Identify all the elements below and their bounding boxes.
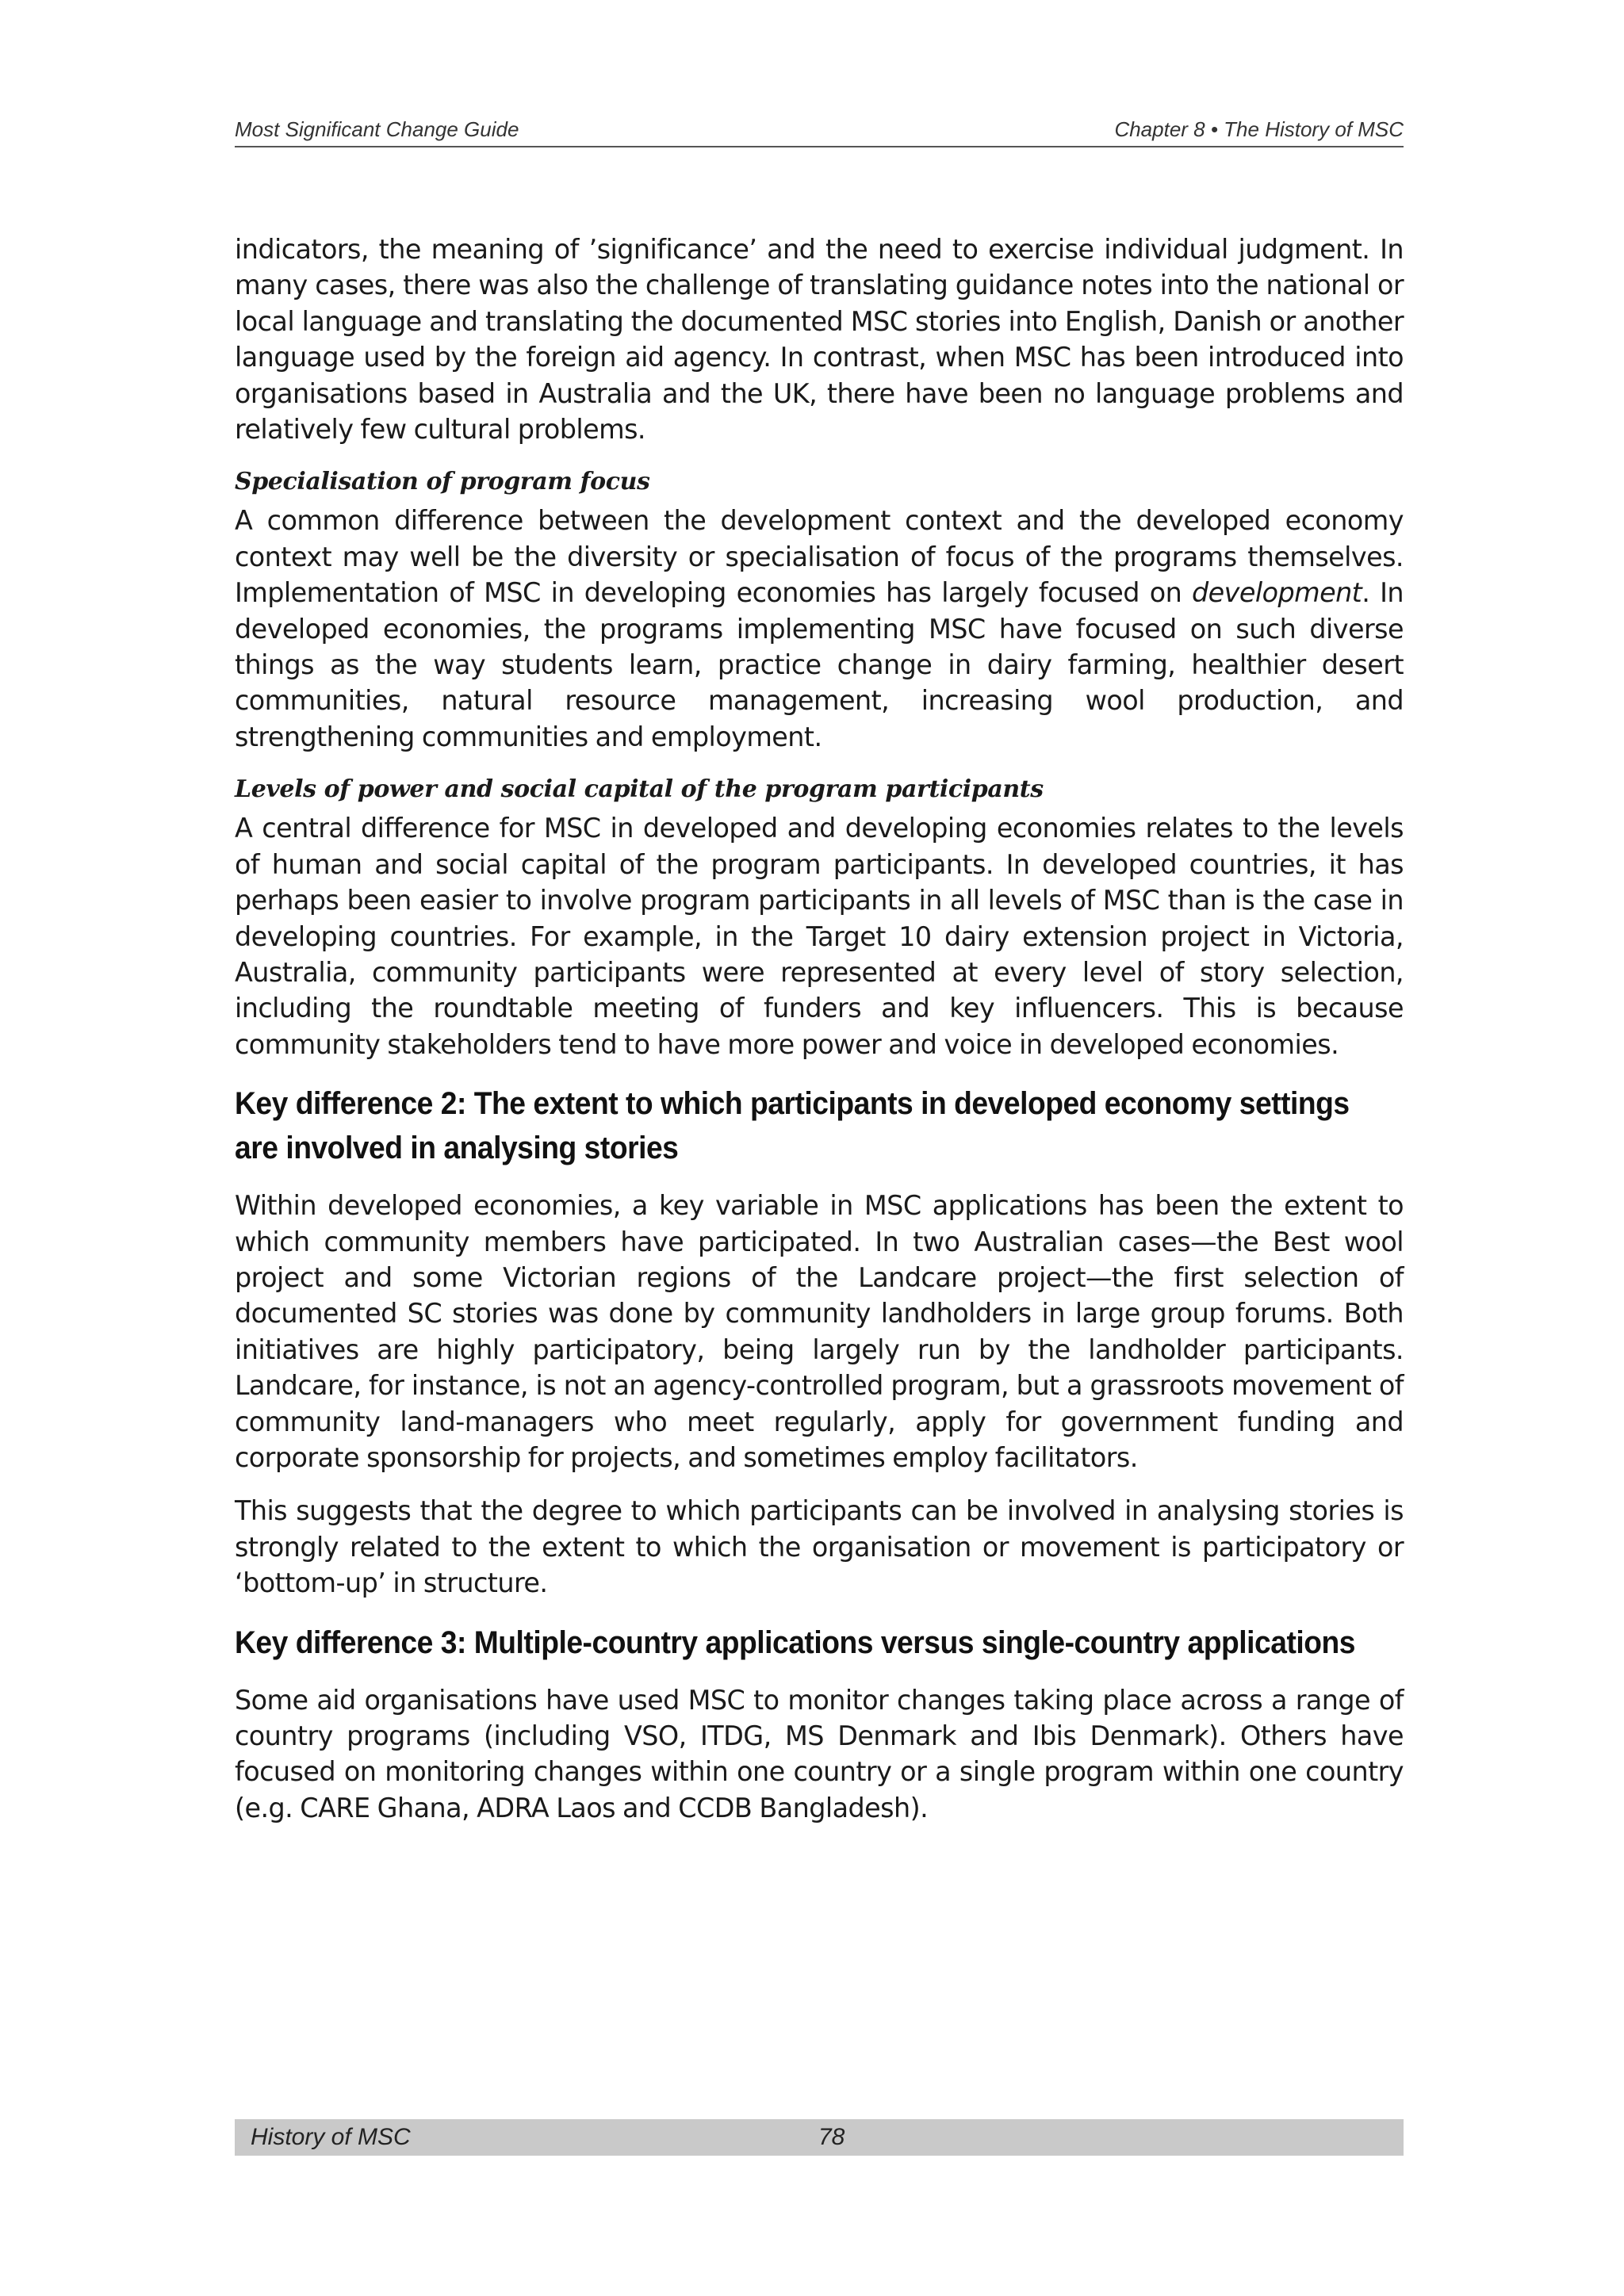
emphasis-development: development <box>1192 577 1362 609</box>
paragraph-degree-participation: This suggests that the degree to which participants can be involved in analysing stories is strongly related to the extent to which the organisation or movement is participatory or ‘bottom-up’ in structure. <box>235 1495 1404 1599</box>
header-guide-title: Most Significant Change Guide <box>235 117 519 141</box>
heading-key-difference-3: Key difference 3: Multiple-country applications versus single-country applications <box>235 1624 1355 1660</box>
paragraph-specialisation-text-1: A common difference between the development context and the developed economy context may well be the diversity or specialisation of focus of the programs themselves. Implementation of MSC in developing economies has largely focused on <box>235 505 1404 609</box>
page-number: 78 <box>818 2124 845 2150</box>
header-chapter-title: Chapter 8 • The History of MSC <box>1114 117 1404 141</box>
paragraph-levels-of-power: A central difference for MSC in developed and developing economies relates to the levels of human and social capital of the program participants. In developed countries, it has perhaps been easier to involve program participants in all levels of MSC than is the case in developing countries. For example, in the Target 10 dairy extension project in Victoria, Australia, community participants were represented at every level of story selection, including the roundtable meeting of funders and key influencers. This is because community stakeholders tend to have more power and voice in developed economies. <box>235 813 1404 1060</box>
page-footer <box>235 2119 1404 2156</box>
paragraph-key-difference-3: Some aid organisations have used MSC to monitor changes taking place across a range of country programs (including VSO, ITDG, MS Denmark and Ibis Denmark). Others have focused on monitoring changes within one country or a single program within one country (e.g. CARE Ghana, ADRA Laos and CCDB Bangladesh). <box>235 1684 1404 1823</box>
running-header <box>235 114 1404 147</box>
paragraph-specialisation-text-2: . In developed economies, the programs implementing MSC have focused on such diverse things as the way students learn, practice change in dairy farming, healthier desert communities, natural resource management, increasing wool production, and strengthening communities and employment. <box>235 577 1404 752</box>
heading-key-difference-2: Key difference 2: The extent to which participants in developed economy settings are involved in analysing stories <box>235 1086 1350 1166</box>
subheading-levels-of-power: Levels of power and social capital of the program participants <box>235 775 1044 804</box>
paragraph-specialisation <box>235 503 1404 755</box>
paragraph-key-difference-2: Within developed economies, a key variable in MSC applications has been the extent to which community members have participated. In two Australian cases—the Best wool project and some Victorian regions of the Landcare project—the first selection of documented SC stories was done by community landholders in large group forums. Both initiatives are highly participatory, being largely run by the landholder participants. Landcare, for instance, is not an agency-controlled program, but a grassroots movement of community land-managers who meet regularly, apply for government funding and corporate sponsorship for projects, and sometimes employ facilitators. <box>235 1190 1404 1473</box>
paragraph-intro: indicators, the meaning of ’significance’ and the need to exercise individual judgment. In many cases, there was also the challenge of translating guidance notes into the national or local language and translating the documented MSC stories into English, Danish or another language used by the foreign aid agency. In contrast, when MSC has been introduced into organisations based in Australia and the UK, there have been no language problems and relatively few cultural problems. <box>235 234 1404 446</box>
footer-section-title: History of MSC <box>251 2124 411 2150</box>
main-content <box>235 232 1404 1843</box>
subheading-specialisation: Specialisation of program focus <box>235 468 650 496</box>
